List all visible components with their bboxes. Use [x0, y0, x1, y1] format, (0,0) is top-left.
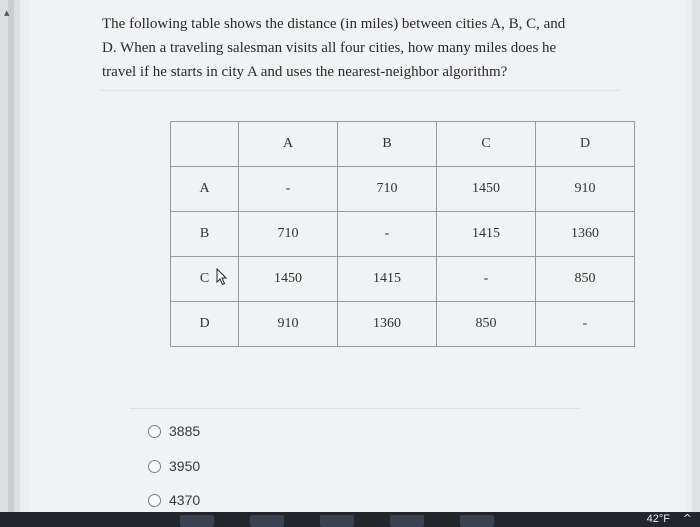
answer-choice-label: 3950 — [169, 458, 201, 474]
distance-table — [170, 121, 635, 347]
table-row — [171, 167, 635, 212]
table-cell: 710 — [338, 167, 437, 212]
table-cell: 910 — [536, 167, 635, 212]
left-scrollbar[interactable] — [0, 0, 20, 527]
weather-temperature[interactable]: 42°F — [646, 513, 670, 525]
column-header: A — [239, 122, 338, 167]
question-text: The following table shows the distance (in miles) between cities A, B, C, and D. When a traveling salesman visits all four cities, how many miles does he travel if he starts in city A and uses the nearest-neighbor algorithm? — [102, 16, 566, 80]
row-header: D — [171, 302, 239, 347]
table-cell: - — [338, 212, 437, 257]
table-cell: 1450 — [437, 167, 536, 212]
table-cell: 1360 — [338, 302, 437, 347]
question-page — [30, 0, 686, 527]
table-row — [171, 257, 635, 302]
row-header: B — [171, 212, 239, 257]
scroll-up-arrow-icon[interactable]: ▴ — [4, 6, 10, 19]
table-cell: 1450 — [239, 257, 338, 302]
taskbar-apps — [180, 515, 530, 527]
table-row — [171, 302, 635, 347]
scrollbar-track[interactable] — [8, 0, 14, 527]
answer-choice[interactable] — [148, 458, 200, 474]
radio-button[interactable] — [148, 425, 161, 438]
tray-chevron-icon[interactable]: ^ — [682, 512, 692, 525]
column-header: D — [536, 122, 635, 167]
table-cell: 1415 — [338, 257, 437, 302]
taskbar-app-icon[interactable] — [390, 515, 424, 527]
row-header: C — [171, 257, 239, 302]
corner-cell — [171, 122, 239, 167]
taskbar-app-icon[interactable] — [250, 515, 284, 527]
radio-button[interactable] — [148, 494, 161, 507]
column-header: B — [338, 122, 437, 167]
divider — [100, 90, 620, 91]
table-cell: 1415 — [437, 212, 536, 257]
answer-choice[interactable] — [148, 492, 200, 508]
table-cell: - — [536, 302, 635, 347]
answer-choice-label: 3885 — [169, 423, 201, 439]
divider — [130, 408, 580, 409]
taskbar-app-icon[interactable] — [320, 515, 354, 527]
table-cell: - — [239, 167, 338, 212]
table-cell: 910 — [239, 302, 338, 347]
table-cell: 710 — [239, 212, 338, 257]
taskbar-app-icon[interactable] — [180, 515, 214, 527]
answer-choice[interactable] — [148, 423, 200, 439]
table-cell: 850 — [437, 302, 536, 347]
taskbar-app-icon[interactable] — [460, 515, 494, 527]
column-header: C — [437, 122, 536, 167]
radio-button[interactable] — [148, 460, 161, 473]
taskbar — [0, 512, 700, 527]
table-row — [171, 212, 635, 257]
right-edge — [692, 0, 700, 527]
table-cell: 1360 — [536, 212, 635, 257]
answer-choice-label: 4370 — [169, 492, 201, 508]
table-cell: 850 — [536, 257, 635, 302]
table-header-row — [171, 122, 635, 167]
table-cell: - — [437, 257, 536, 302]
mouse-cursor-icon — [215, 268, 231, 286]
row-header: A — [171, 167, 239, 212]
